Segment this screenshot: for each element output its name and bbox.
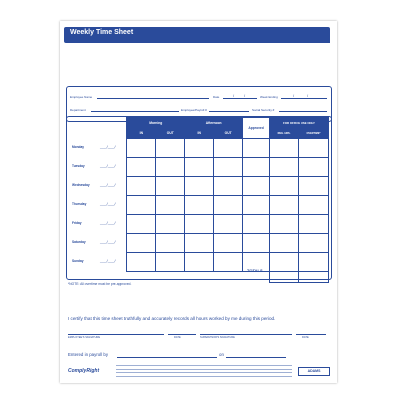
cell[interactable]	[214, 196, 243, 215]
date-label: Date	[213, 95, 220, 99]
total-reg-cell[interactable]	[270, 272, 299, 283]
cell[interactable]	[243, 139, 270, 158]
afternoon-in-header: IN	[185, 128, 214, 139]
afternoon-out-header: OUT	[214, 128, 243, 139]
cell[interactable]	[299, 158, 329, 177]
cell[interactable]	[214, 177, 243, 196]
employee-payroll-label: Employee/Payroll #	[181, 108, 207, 112]
complyright-logo: ComplyRight	[68, 368, 100, 374]
social-security-line	[279, 111, 327, 112]
day-label-friday: Friday	[72, 221, 82, 225]
morning-out-header: OUT	[156, 128, 185, 139]
week-ending-label: Week Ending	[260, 95, 278, 99]
day-label-wednesday: Wednesday	[72, 183, 90, 187]
title-bar	[64, 27, 330, 43]
week-ending-line	[281, 98, 327, 99]
adams-logo: ADAMS	[298, 367, 330, 376]
cell[interactable]	[243, 158, 270, 177]
date-line-1	[168, 334, 196, 335]
cell[interactable]	[299, 215, 329, 234]
date-slash: /	[233, 93, 235, 98]
entered-payroll-label: Entered in payroll by	[68, 352, 109, 357]
cell[interactable]	[270, 177, 299, 196]
social-security-label: Social Security #	[252, 108, 275, 112]
entered-on-label: on	[219, 352, 224, 357]
totals-label: TOTALS	[247, 268, 263, 273]
form-title: Weekly Time Sheet	[70, 29, 134, 36]
cell[interactable]	[214, 234, 243, 253]
certification-statement: I certify that this time sheet truthfully and accurately records all hours worked by me during this period.	[68, 316, 276, 321]
afternoon-header: Afternoon	[185, 118, 243, 129]
cell[interactable]	[127, 139, 156, 158]
day-label-thursday: Thursday	[72, 202, 87, 206]
cell[interactable]	[127, 253, 156, 272]
approved-header: Approved	[243, 118, 270, 139]
employee-payroll-line	[209, 111, 249, 112]
employee-signature-label: EMPLOYEE'S SIGNATURE	[68, 336, 101, 339]
time-sheet-form	[60, 21, 337, 383]
cell[interactable]	[270, 139, 299, 158]
day-date-slashes: ___/___/	[100, 163, 116, 168]
morning-in-header: IN	[127, 128, 156, 139]
entered-on-line	[226, 357, 286, 358]
cell[interactable]	[299, 196, 329, 215]
week-ending-slash: /	[293, 93, 295, 98]
cell[interactable]	[185, 196, 214, 215]
cell[interactable]	[156, 253, 185, 272]
overtime-header: OVERTIME*	[299, 128, 329, 139]
day-date-slashes: ___/___/	[100, 239, 116, 244]
day-date-slashes: ___/___/	[100, 182, 116, 187]
office-use-header: FOR OFFICE USE ONLY	[270, 118, 329, 129]
entered-payroll-line	[117, 357, 217, 358]
employee-name-label: Employee Name	[70, 95, 93, 99]
department-line	[91, 111, 179, 112]
day-date-slashes: ___/___/	[100, 220, 116, 225]
day-label-monday: Monday	[72, 145, 85, 149]
cell[interactable]	[127, 177, 156, 196]
cell[interactable]	[127, 158, 156, 177]
footer-fine-print	[116, 364, 292, 378]
cell[interactable]	[243, 196, 270, 215]
cell[interactable]	[243, 234, 270, 253]
date-line	[223, 98, 257, 99]
cell[interactable]	[156, 234, 185, 253]
supervisor-signature-line	[200, 334, 292, 335]
cell[interactable]	[185, 158, 214, 177]
cell[interactable]	[214, 139, 243, 158]
cell[interactable]	[185, 177, 214, 196]
cell[interactable]	[299, 234, 329, 253]
cell[interactable]	[127, 215, 156, 234]
cell[interactable]	[156, 196, 185, 215]
cell[interactable]	[185, 253, 214, 272]
day-label-saturday: Saturday	[72, 240, 86, 244]
cell[interactable]	[214, 253, 243, 272]
day-label-tuesday: Tuesday	[72, 164, 85, 168]
date-line-2	[296, 334, 326, 335]
department-label: Department	[70, 108, 86, 112]
cell[interactable]	[156, 158, 185, 177]
cell[interactable]	[127, 196, 156, 215]
date-label-2: DATE	[302, 336, 309, 339]
employee-signature-line	[68, 334, 164, 335]
overtime-note: *NOTE: All overtime must be pre-approved.	[68, 282, 132, 286]
cell[interactable]	[127, 234, 156, 253]
cell[interactable]	[243, 215, 270, 234]
cell[interactable]	[299, 177, 329, 196]
cell[interactable]	[299, 139, 329, 158]
cell[interactable]	[270, 253, 299, 272]
reg-hrs-header: REG. HRS.	[270, 128, 299, 139]
cell[interactable]	[156, 139, 185, 158]
cell[interactable]	[299, 253, 329, 272]
week-ending-slash: /	[307, 93, 309, 98]
cell[interactable]	[270, 215, 299, 234]
cell[interactable]	[214, 215, 243, 234]
day-label-sunday: Sunday	[72, 259, 84, 263]
cell[interactable]	[156, 177, 185, 196]
cell[interactable]	[243, 177, 270, 196]
cell[interactable]	[270, 234, 299, 253]
day-date-slashes: ___/___/	[100, 258, 116, 263]
employee-name-line	[97, 98, 209, 99]
morning-header: Morning	[127, 118, 185, 129]
day-date-slashes: ___/___/	[100, 201, 116, 206]
day-date-slashes: ___/___/	[100, 144, 116, 149]
date-label-1: DATE	[174, 336, 181, 339]
supervisor-signature-label: SUPERVISOR'S SIGNATURE	[200, 336, 235, 339]
cell[interactable]	[214, 158, 243, 177]
cell[interactable]	[270, 196, 299, 215]
cell[interactable]	[185, 234, 214, 253]
cell[interactable]	[270, 158, 299, 177]
cell[interactable]	[185, 215, 214, 234]
cell[interactable]	[156, 215, 185, 234]
cell[interactable]	[185, 139, 214, 158]
total-overtime-cell[interactable]	[299, 272, 329, 283]
date-slash: /	[244, 93, 246, 98]
